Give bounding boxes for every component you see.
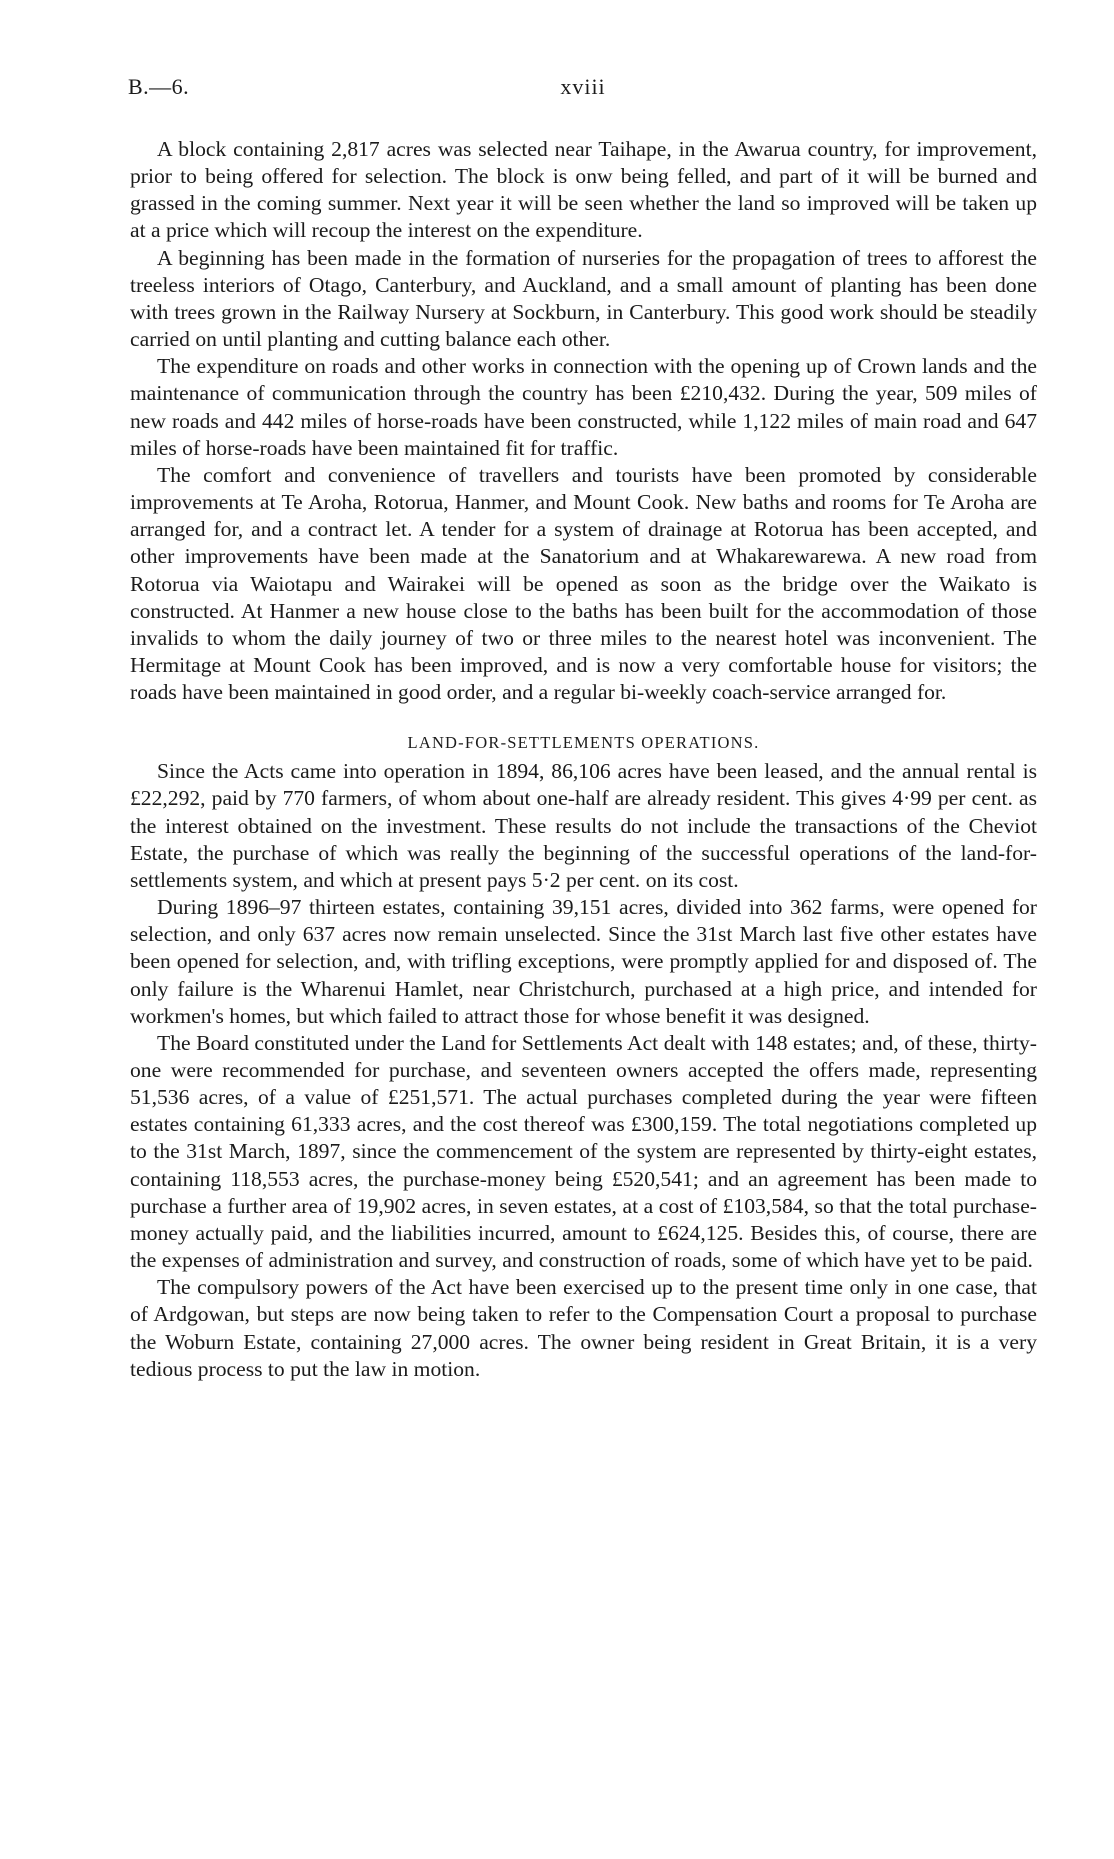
paragraph-compulsory-powers: The compulsory powers of the Act have been exercised up to the present time only in one case, that of Ardgowan, but steps are now being taken to refer to the Compensation Court a proposal to purchase the Woburn Estate, containing 27,000 acres. The owner being resident in Great Britain, it is a very tedious process to put the law in motion. bbox=[130, 1275, 1037, 1381]
section-heading: LAND-FOR-SETTLEMENTS OPERATIONS. bbox=[407, 733, 760, 753]
page-header bbox=[128, 74, 1038, 114]
document-reference: B.—6. bbox=[128, 74, 190, 99]
body-text bbox=[130, 136, 1037, 1383]
paragraph-acts-operation: Since the Acts came into operation in 1894, 86,106 acres have been leased, and the annual rental is £22,292, paid by 770 farmers, of whom about one-half are already resident. This gives 4·99 per cent. as the interest obtained on the investment. These results do not include the transactions of the Cheviot Estate, the purchase of which was really the beginning of the successful operations of the land-for-settlements system, and which at present pays 5·2 per cent. on its cost. bbox=[130, 759, 1037, 892]
paragraph-tourist-improvements: The comfort and convenience of travellers and tourists have been promoted by considerable improvements at Te Aroha, Rotorua, Hanmer, and Mount Cook. New baths and rooms for Te Aroha are arranged for, and a contract let. A tender for a system of drainage at Rotorua has been accepted, and other improvements have been made at the Sanatorium and at Whakarewarewa. A new road from Rotorua via Waiotapu and Wairakei will be opened as soon as the bridge over the Waikato is constructed. At Hanmer a new house close to the baths has been built for the accommodation of those invalids to whom the daily journey of two or three miles to the nearest hotel was inconvenient. The Hermitage at Mount Cook has been improved, and is now a very comfortable house for visitors; the roads have been maintained in good order, and a regular bi-weekly coach-service arranged for. bbox=[130, 462, 1037, 705]
page-number: xviii bbox=[560, 74, 606, 99]
paragraph-roads-expenditure: The expenditure on roads and other works in connection with the opening up of Crown lands and the maintenance of communication through the country has been £210,432. During the year, 509 miles of new roads and 442 miles of horse-roads have been constructed, while 1,122 miles of main road and 647 miles of horse-roads have been maintained fit for traffic. bbox=[130, 354, 1037, 460]
paragraph-board-purchases: The Board constituted under the Land for Settlements Act dealt with 148 estates; and, of these, thirty-one were recommended for purchase, and seventeen owners accepted the offers made, representing 51,536 acres, of a value of £251,571. The actual purchases completed during the year were fifteen estates containing 61,333 acres, and the cost thereof was £300,159. The total negotiations completed up to the 31st March, 1897, since the commencement of the system are represented by thirty-eight estates, containing 118,553 acres, the purchase-money being £520,541; and an agreement has been made to purchase a further area of 19,902 acres, in seven estates, at a cost of £103,584, so that the total purchase-money actually paid, and the liabilities incurred, amount to £624,125. Besides this, of course, there are the expenses of administration and survey, and construction of roads, some of which have yet to be paid. bbox=[130, 1030, 1037, 1273]
paragraph-estates-opened: During 1896–97 thirteen estates, containing 39,151 acres, divided into 362 farms, were opened for selection, and only 637 acres now remain unselected. Since the 31st March last five other estates have been opened for selection, and, with trifling exceptions, were promptly applied for and disposed of. The only failure is the Wharenui Hamlet, near Christchurch, purchased at a high price, and intended for workmen's homes, but which failed to attract those for whose benefit it was designed. bbox=[130, 895, 1037, 1028]
paragraph-taihape-block: A block containing 2,817 acres was selected near Taihape, in the Awarua country, for improvement, prior to being offered for selection. The block is onw being felled, and part of it will be burned and grassed in the coming summer. Next year it will be seen whether the land so improved will be taken up at a price which will recoup the interest on the expenditure. bbox=[130, 137, 1037, 243]
paragraph-nurseries: A beginning has been made in the formation of nurseries for the propagation of trees to afforest the treeless interiors of Otago, Canterbury, and Auckland, and a small amount of planting has been done with trees grown in the Railway Nursery at Sockburn, in Canterbury. This good work should be steadily carried on until planting and cutting balance each other. bbox=[130, 245, 1037, 352]
